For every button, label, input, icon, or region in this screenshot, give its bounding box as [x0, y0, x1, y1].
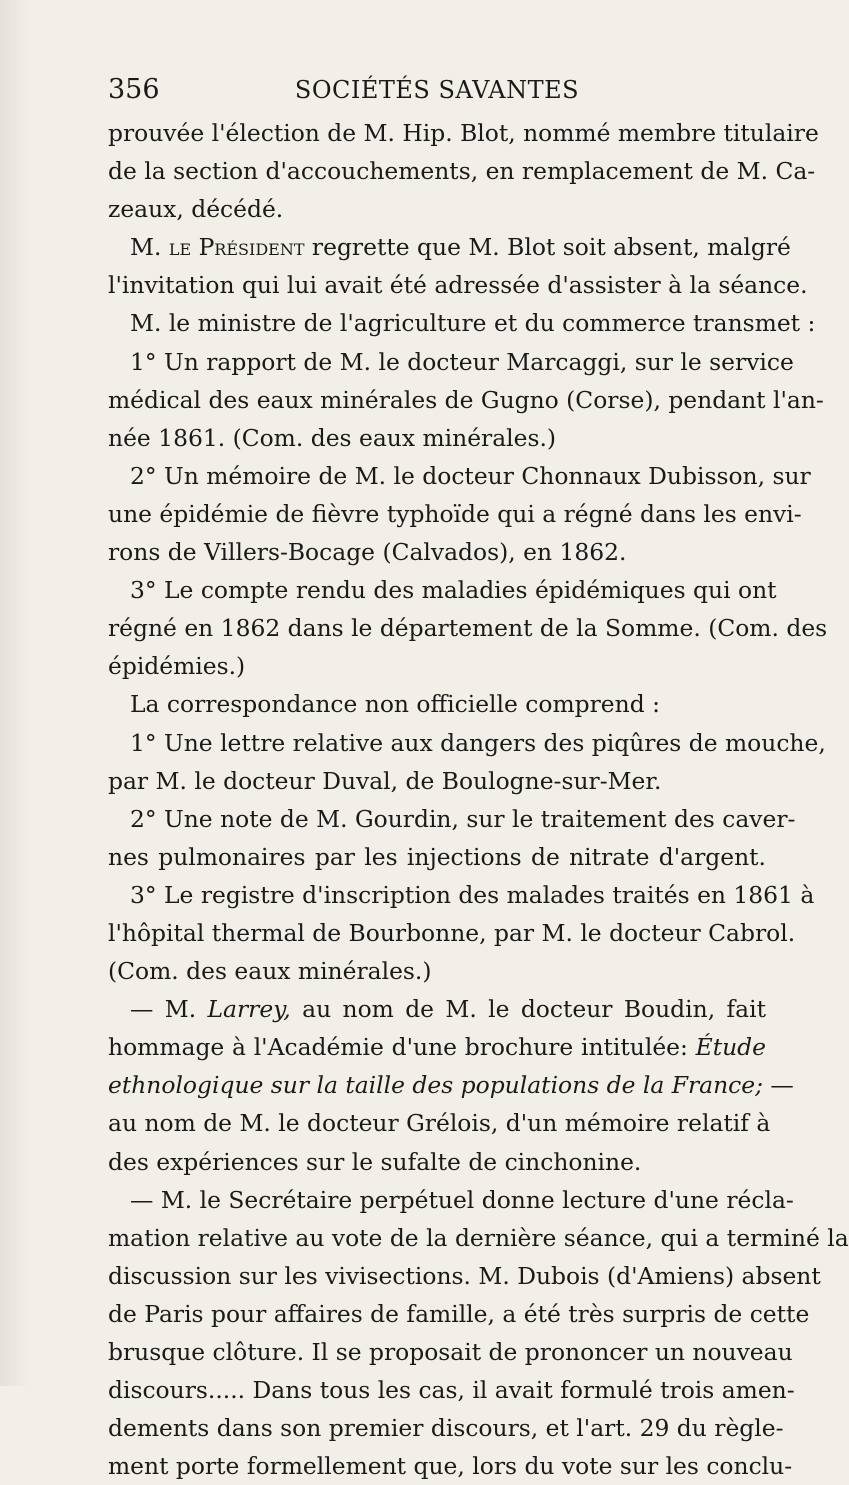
text-line: médical des eaux minérales de Gugno (Corse), pendant l'an-	[108, 385, 824, 414]
text-line: épidémies.)	[108, 652, 246, 681]
text-run: —	[763, 1071, 794, 1100]
text-line: par M. le docteur Duval, de Boulogne-sur-Mer.	[108, 766, 662, 795]
italic-text: Larrey,	[207, 995, 291, 1024]
body-text	[108, 114, 849, 1485]
text-run: hommage à l'Académie d'une brochure intitulée:	[108, 1033, 696, 1062]
text-run: — M.	[130, 995, 208, 1024]
text-line: de la section d'accouchements, en remplacement de M. Ca-	[108, 157, 816, 186]
text-line: (Com. des eaux minérales.)	[108, 957, 432, 986]
text-line: 2° Une note de M. Gourdin, sur le traitement des caver-	[130, 804, 796, 833]
text-line: 3° Le compte rendu des maladies épidémiques qui ont	[130, 576, 777, 605]
text-line: 3° Le registre d'inscription des malades traités en 1861 à	[130, 880, 815, 909]
text-line: — M. le Secrétaire perpétuel donne lecture d'une récla-	[130, 1185, 794, 1214]
text-line: zeaux, décédé.	[108, 195, 284, 224]
running-title: SOCIÉTÉS SAVANTES	[294, 76, 580, 104]
italic-text: Étude	[695, 1033, 766, 1062]
text-line: 1° Un rapport de M. le docteur Marcaggi, sur le service	[130, 347, 794, 376]
page-header	[108, 74, 766, 114]
text-line: rons de Villers-Bocage (Calvados), en 1862.	[108, 538, 627, 567]
text-line: brusque clôture. Il se proposait de prononcer un nouveau	[108, 1338, 793, 1366]
text-line: régné en 1862 dans le département de la Somme. (Com. des	[108, 614, 828, 643]
page-edge-shadow	[0, 0, 30, 1386]
text-line	[108, 1028, 766, 1066]
text-line: 1° Une lettre relative aux dangers des piqûres de mouche,	[130, 728, 826, 757]
text-line: mation relative au vote de la dernière séance, qui a terminé la	[108, 1223, 849, 1252]
text-line: 2° Un mémoire de M. le docteur Chonnaux Dubisson, sur	[130, 461, 811, 490]
italic-text: ethnologique sur la taille des populations de la France;	[108, 1071, 763, 1100]
text-line: nes pulmonaires par les injections de nitrate d'argent.	[108, 842, 766, 871]
text-run: au nom de M. le docteur Boudin, fait	[290, 995, 766, 1024]
text-line: M. le ministre de l'agriculture et du commerce transmet :	[130, 309, 816, 338]
text-line: l'invitation qui lui avait été adressée d'assister à la séance.	[108, 271, 808, 300]
text-line: des expériences sur le sufalte de cinchonine.	[108, 1147, 642, 1176]
text-line: prouvée l'élection de M. Hip. Blot, nommé membre titulaire	[108, 119, 819, 147]
text-line: discussion sur les vivisections. M. Dubois (d'Amiens) absent	[108, 1261, 821, 1290]
text-run: regrette que M. Blot soit absent, malgré	[304, 233, 791, 262]
text-line: au nom de M. le docteur Grélois, d'un mémoire relatif à	[108, 1109, 771, 1138]
text-line: de Paris pour affaires de famille, a été très surpris de cette	[108, 1299, 810, 1328]
text-line: née 1861. (Com. des eaux minérales.)	[108, 423, 557, 452]
text-line: dements dans son premier discours, et l'art. 29 du règle-	[108, 1414, 784, 1443]
page-number: 356	[108, 74, 160, 105]
text-line: ment porte formellement que, lors du vote sur les conclu-	[108, 1452, 793, 1481]
text-line: La correspondance non officielle comprend :	[130, 690, 660, 719]
text-line: discours..... Dans tous les cas, il avait formulé trois amen-	[108, 1376, 795, 1405]
small-caps-text: le Président	[168, 233, 305, 262]
text-line	[108, 1066, 794, 1104]
text-line	[108, 990, 766, 1028]
text-line: l'hôpital thermal de Bourbonne, par M. le docteur Cabrol.	[108, 918, 796, 947]
text-run: M.	[130, 233, 169, 262]
text-line: une épidémie de fièvre typhoïde qui a régné dans les envi-	[108, 499, 802, 528]
text-line	[108, 228, 791, 266]
